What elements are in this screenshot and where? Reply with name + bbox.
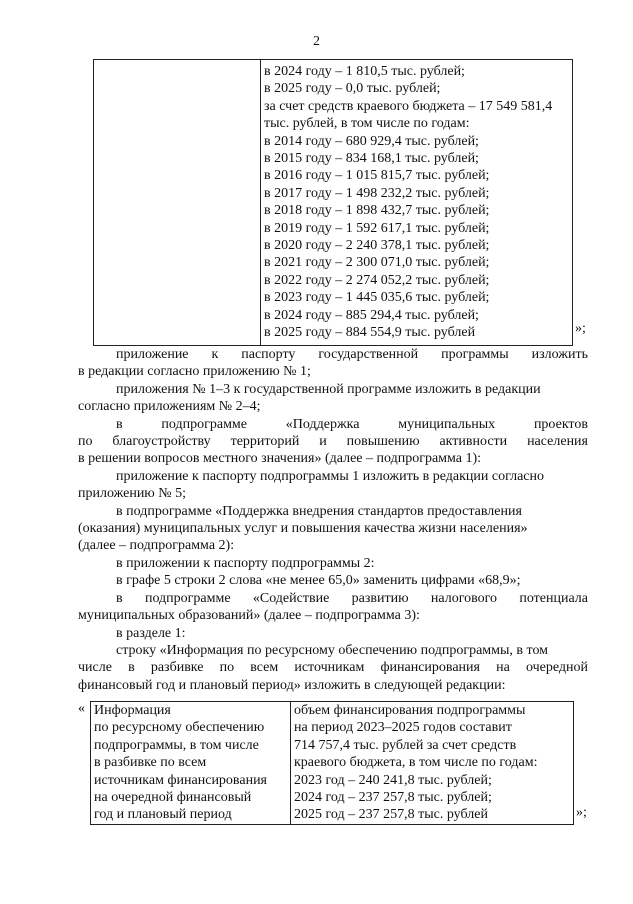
para5-first: в подпрограмме «Поддержка внедрения стандартов предоставления — [116, 503, 522, 519]
table2-left-line: год и плановый период — [94, 807, 232, 823]
table1-line: в 2018 году – 1 898 432,7 тыс. рублей; — [264, 203, 490, 219]
table1-line: в 2025 году – 0,0 тыс. рублей; — [264, 81, 441, 97]
para10-cont: финансовый год и плановый период» изложить в следующей редакции: — [78, 677, 506, 693]
table1-line: в 2015 году – 834 168,1 тыс. рублей; — [264, 151, 479, 167]
table2-left-line: Информация — [94, 703, 171, 718]
para1-cont: в редакции согласно приложению № 1; — [78, 364, 311, 380]
table1-line: в 2022 году – 2 274 052,2 тыс. рублей; — [264, 272, 490, 288]
table2-right-line: объем финансирования подпрограммы — [294, 703, 526, 718]
para2-cont: согласно приложениям № 2–4; — [78, 399, 261, 415]
para8-first-line: в подпрограмме «Содействие развитию налогового потенциала — [116, 590, 588, 606]
para10-first: строку «Информация по ресурсному обеспечению подпрограммы, в том — [116, 642, 549, 658]
table1-left-cell — [94, 60, 261, 346]
funding-info-table — [90, 701, 574, 825]
table2-left-line: источникам финансирования — [94, 772, 267, 788]
table2-right-line: 2025 год – 237 257,8 тыс. рублей — [294, 807, 488, 823]
table2-right-line: 2024 год – 237 257,8 тыс. рублей; — [294, 790, 492, 806]
table1-close-quote: »; — [575, 321, 586, 336]
table1-line: в 2025 году – 884 554,9 тыс. рублей — [264, 325, 476, 341]
table1-line: тыс. рублей, в том числе по годам: — [264, 116, 470, 132]
document-body — [78, 346, 588, 694]
table2-right-line: краевого бюджета, в том числе по годам: — [294, 755, 538, 771]
para8-cont: муниципальных образований» (далее – подпрограмма 3): — [78, 608, 420, 624]
para2-first: приложения № 1–3 к государственной программе изложить в редакции — [116, 381, 541, 397]
para7: в графе 5 строки 2 слова «не менее 65,0» заменить цифрами «68,9»; — [116, 573, 521, 589]
para4-first: приложение к паспорту подпрограммы 1 изложить в редакции согласно — [116, 468, 545, 484]
table1-line: в 2014 году – 680 929,4 тыс. рублей; — [264, 133, 479, 149]
table2-left-line: на очередной финансовый — [94, 790, 252, 806]
para5-second: (оказания) муниципальных услуг и повышения качества жизни населения» — [78, 521, 528, 537]
table1-line: в 2024 году – 885 294,4 тыс. рублей; — [264, 307, 479, 323]
table1-line: за счет средств краевого бюджета – 17 549 581,4 — [264, 98, 553, 114]
table1-line: в 2023 году – 1 445 035,6 тыс. рублей; — [264, 290, 490, 306]
para1-first-line: приложение к паспорту государственной программы изложить — [116, 347, 588, 362]
para4-cont: приложению № 5; — [78, 486, 187, 502]
table2-right-line: 2023 год – 240 241,8 тыс. рублей; — [294, 772, 492, 788]
table2-left-line: в разбивке по всем — [94, 755, 207, 771]
table1-line: в 2021 году – 2 300 071,0 тыс. рублей; — [264, 255, 490, 271]
table1-line: в 2024 году – 1 810,5 тыс. рублей; — [264, 64, 465, 79]
funding-table-continued — [93, 59, 573, 346]
para10-second-line: числе в разбивке по всем источникам финансирования на очередной — [78, 660, 588, 676]
para3-first-line: в подпрограмме «Поддержка муниципальных проектов — [116, 416, 588, 432]
table2-right-line: на период 2023–2025 годов составит — [294, 720, 512, 736]
table2-right-cell — [291, 702, 574, 825]
table2-left-cell — [91, 702, 291, 825]
page-number: 2 — [313, 34, 320, 49]
para5-cont: (далее – подпрограмма 2): — [78, 538, 235, 554]
table1-line: в 2019 году – 1 592 617,1 тыс. рублей; — [264, 220, 490, 236]
para3-second-line: по благоустройству территорий и повышению активности населения — [78, 434, 588, 450]
para9: в разделе 1: — [116, 625, 186, 641]
table2-right-line: 714 757,4 тыс. рублей за счет средств — [294, 737, 517, 753]
table2-left-line: подпрограммы, в том числе — [94, 737, 259, 753]
table2-close-quote: »; — [576, 805, 587, 820]
para3-cont: в решении вопросов местного значения» (далее – подпрограмма 1): — [78, 451, 482, 467]
table2-open-quote: « — [78, 701, 85, 716]
table1-line: в 2017 году – 1 498 232,2 тыс. рублей; — [264, 185, 490, 201]
para6: в приложении к паспорту подпрограммы 2: — [116, 555, 375, 571]
table1-line: в 2020 году – 2 240 378,1 тыс. рублей; — [264, 238, 490, 254]
table1-right-cell — [261, 60, 573, 346]
table2-left-line: по ресурсному обеспечению — [94, 720, 265, 736]
table1-line: в 2016 году – 1 015 815,7 тыс. рублей; — [264, 168, 490, 184]
